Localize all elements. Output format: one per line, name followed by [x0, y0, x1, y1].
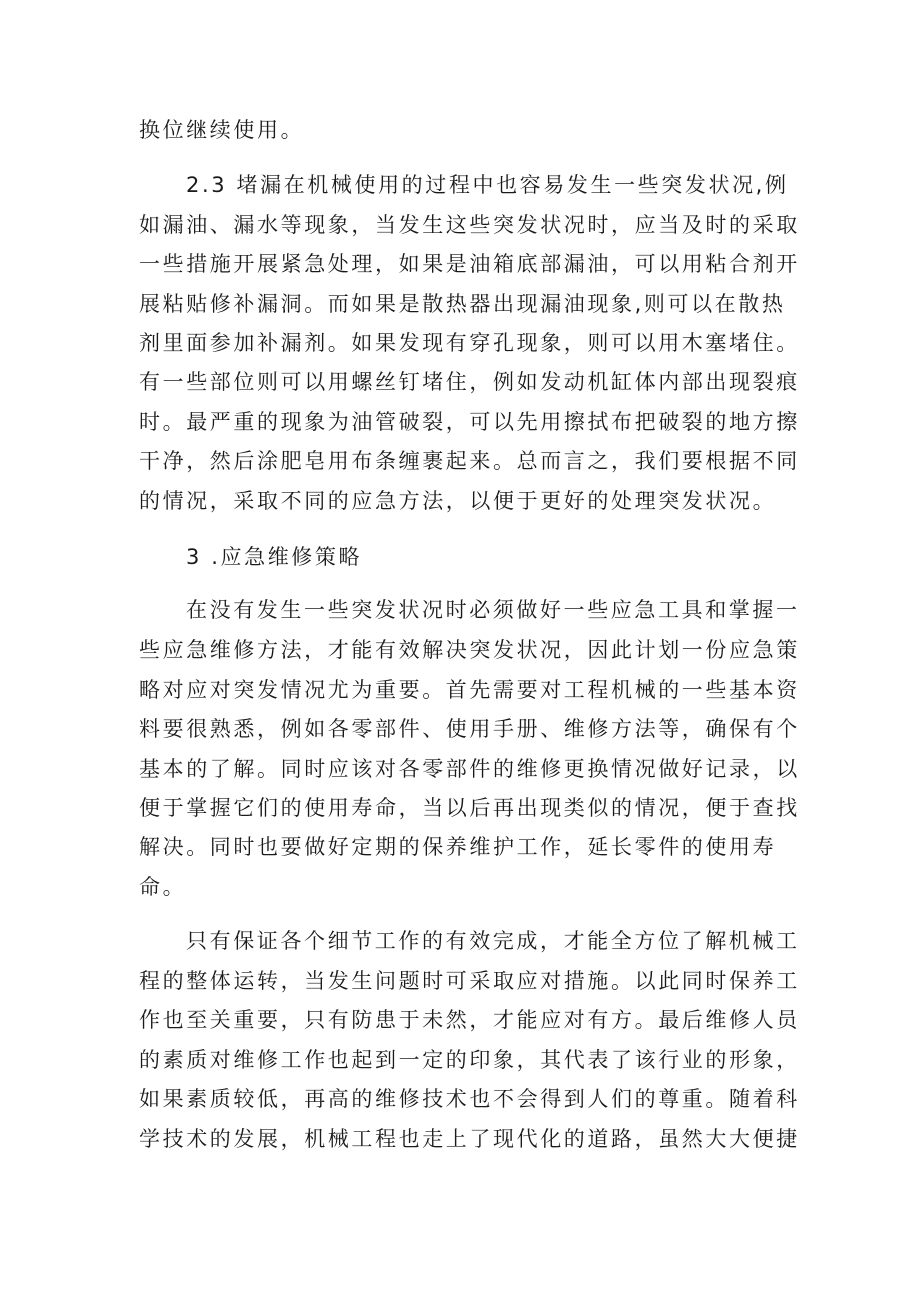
- text-line: 有一些部位则可以用螺丝钉堵住，例如发动机缸体内部出现裂痕: [139, 370, 800, 394]
- text-line: 的素质对维修工作也起到一定的印象，其代表了该行业的形象，: [139, 1048, 800, 1072]
- text-line: 略对应对突发情况尤为重要。首先需要对工程机械的一些基本资: [139, 678, 800, 702]
- text-line: 程的整体运转，当发生问题时可采取应对措施。以此同时保养工: [139, 969, 800, 993]
- text-line: 命。: [139, 875, 187, 899]
- text-line: 作也至关重要，只有防患于未然，才能应对有方。最后维修人员: [139, 1008, 800, 1032]
- text-line: 时。最严重的现象为油管破裂，可以先用擦拭布把破裂的地方擦: [139, 410, 800, 434]
- section-heading: 3 .应急维修策略: [186, 545, 363, 569]
- text-line: 如漏油、漏水等现象，当发生这些突发状况时，应当及时的采取: [139, 213, 800, 237]
- text-line: 剂里面参加补漏剂。如果发现有穿孔现象，则可以用木塞堵住。: [139, 331, 800, 355]
- text-line: 料要很熟悉，例如各零部件、使用手册、维修方法等，确保有个: [139, 717, 800, 741]
- text-line: 一些措施开展紧急处理，如果是油箱底部漏油，可以用粘合剂开: [139, 252, 800, 276]
- text-line: 学技术的发展，机械工程也走上了现代化的道路，虽然大大便捷: [139, 1127, 800, 1151]
- text-line: 的情况，采取不同的应急方法，以便于更好的处理突发状况。: [139, 489, 777, 513]
- text-line: 干净，然后涂肥皂用布条缠裹起来。总而言之，我们要根据不同: [139, 449, 800, 473]
- text-line: 便于掌握它们的使用寿命，当以后再出现类似的情况，便于查找: [139, 796, 800, 820]
- text-line: 只有保证各个细节工作的有效完成，才能全方位了解机械工: [186, 929, 800, 953]
- text-line: 展粘贴修补漏洞。而如果是散热器出现漏油现象,则可以在散热: [139, 292, 786, 316]
- text-line: 在没有发生一些突发状况时必须做好一些应急工具和掌握一: [186, 598, 800, 622]
- text-line: 基本的了解。同时应该对各零部件的维修更换情况做好记录，以: [139, 757, 800, 781]
- text-line: 解决。同时也要做好定期的保养维护工作，延长零件的使用寿: [139, 835, 777, 859]
- text-line: 些应急维修方法，才能有效解决突发状况，因此计划一份应急策: [139, 638, 800, 662]
- text-line: 换位继续使用。: [139, 118, 305, 142]
- text-line: 如果素质较低，再高的维修技术也不会得到人们的尊重。随着科: [139, 1087, 800, 1111]
- text-line: 2.3 堵漏在机械使用的过程中也容易发生一些突发状况,例: [186, 173, 789, 197]
